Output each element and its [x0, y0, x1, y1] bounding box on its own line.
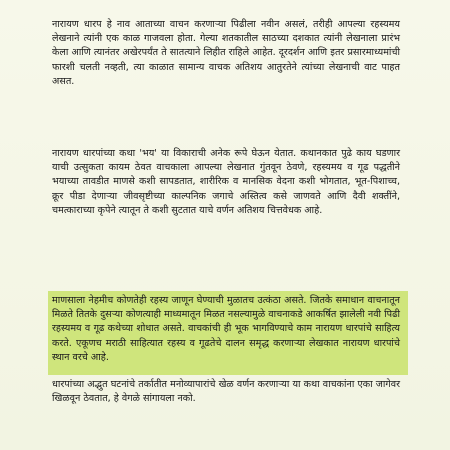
paragraph-2: नारायण धारपांच्या कथा 'भय' या विकाराची अनेक रूपे घेऊन येतात. कथानकात पुढे काय घडणार याची उत्सुकता कायम ठेवत वाचकाला आपल्या लेखनात गुंतवून ठेवणे, रहस्यमय व गूढ पद्धतीने भयाच्या तावडीत माणसे कशी सापडतात, शारीरिक व मानसिक वेदना कशी भोगतात, भूत-पिशाच्च, क्रूर पीडा देणाऱ्या जीवसृष्टीच्या काल्पनिक जगाचे अस्तित्व कसे जाणवते आणि दैवी शक्तींने, चमत्काराच्या कृपेने त्यातून ते कशी सुटतात याचे वर्णन अतिशय चित्तवेधक आहे. [52, 148, 400, 216]
paragraph-3-highlighted: माणसाला नेहमीच कोणतेही रहस्य जाणून घेण्याची मुळातच उत्कंठा असते. जितके समाधान वाचनातून मिळते तितके दुसऱ्या कोणत्याही माध्यमातून मिळत नसल्यामुळे वाचनाकडे आकर्षित झालेली नवी पिढी रहस्यमय व गूढ कथेच्या शोधात असते. वाचकांची ही भूक भागविण्याचे काम नारायण धारपांचे साहित्य करते. एकूणच मराठी साहित्यात रहस्य व गूढतेचे दालन समृद्ध करणाऱ्या लेखकात नारायण धारपांचे स्थान वरचे आहे. [52, 295, 400, 363]
paragraph-1: नारायण धारप हे नाव आताच्या वाचन करणाऱ्या पिढीला नवीन असलं, तरीही आपल्या रहस्यमय लेखनाने त्यांनी एक काळ गाजवला होता. गेल्या शतकातील साठच्या दशकात त्यांनी लेखनाला प्रारंभ केला आणि त्यानंतर अखेरपर्यंत ते सातत्याने लिहीत राहिले आहेत. दूरदर्शन आणि इतर प्रसारमाध्यमांची फारशी चलती नव्हती, त्या काळात सामान्य वाचक अतिशय आतुरतेने त्यांच्या लेखनाची वाट पाहत असत. [52, 19, 400, 87]
paragraph-4: धारपांच्या अद्भुत घटनांचे तर्कातीत मनोव्यापारांचे खेळ वर्णन करणाऱ्या या कथा वाचकांना एका जागेवर खिळवून ठेवतात, हे वेगळे सांगायला नको. [52, 379, 400, 405]
